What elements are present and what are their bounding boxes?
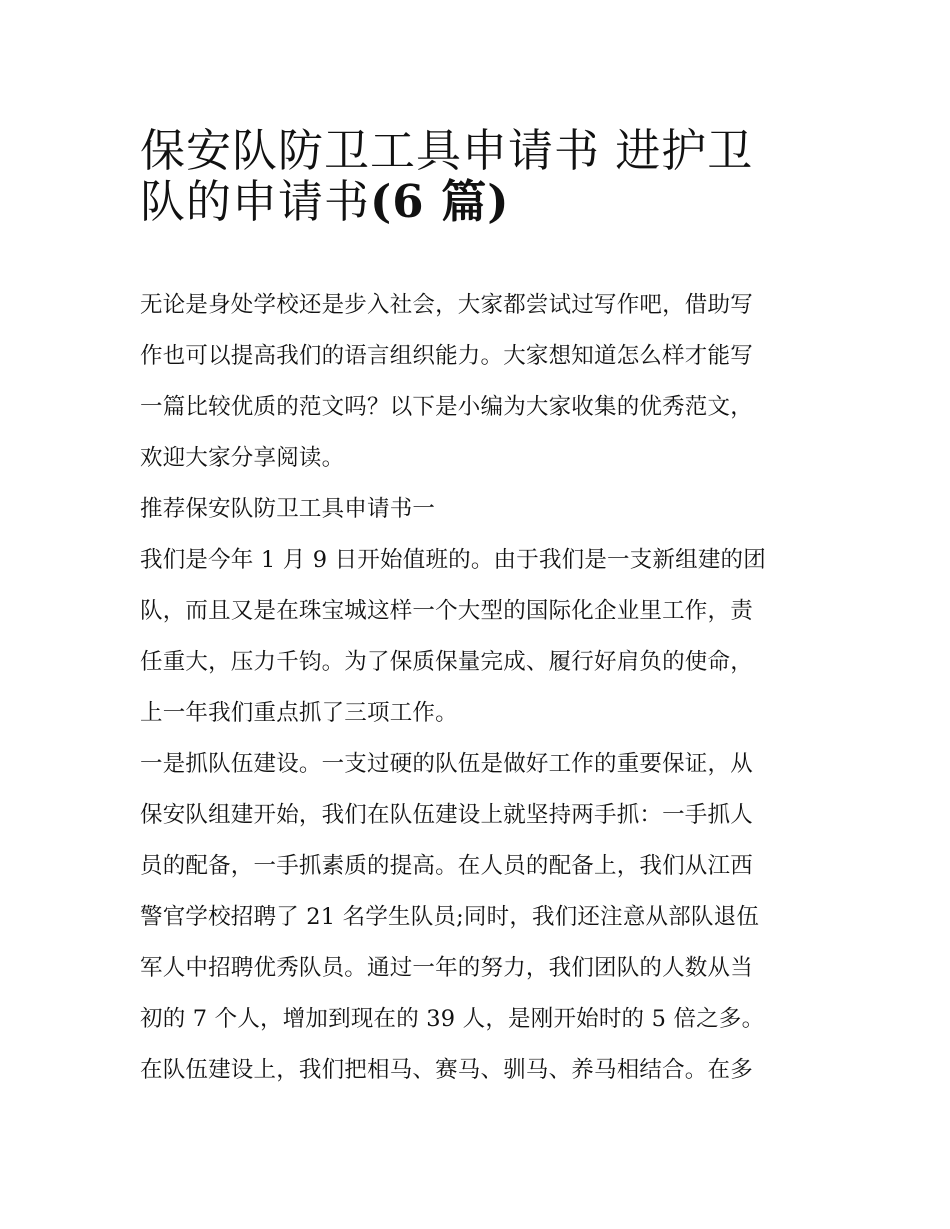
section-heading	[140, 484, 815, 535]
title-line-1: 保安队防卫工具申请书 进护卫	[140, 124, 754, 177]
text-line: 员的配备，一手抓素质的提高。在人员的配备上，我们从江西	[140, 853, 753, 879]
text-line: 一篇比较优质的范文吗？以下是小编为大家收集的优秀范文，	[140, 394, 753, 420]
body-paragraph-2	[140, 739, 815, 1045]
text-line: 欢迎大家分享阅读。	[140, 445, 345, 471]
text-line: 任重大，压力千钧。为了保质保量完成、履行好肩负的使命，	[140, 649, 753, 675]
section-heading-text: 推荐保安队防卫工具申请书一	[140, 496, 436, 522]
body-paragraph-1	[140, 535, 815, 739]
title-line-2-text: 队的申请书	[140, 175, 371, 228]
text-line: 作也可以提高我们的语言组织能力。大家想知道怎么样才能写	[140, 343, 753, 369]
text-line: 军人中招聘优秀队员。通过一年的努力，我们团队的人数从当	[140, 955, 753, 981]
text-line: 在队伍建设上，我们把相马、赛马、驯马、养马相结合。在多	[140, 1057, 753, 1083]
text-line: 警官学校招聘了 21 名学生队员;同时，我们还注意从部队退伍	[140, 904, 760, 930]
intro-paragraph	[140, 280, 815, 484]
document-title	[140, 112, 820, 228]
body-paragraph-3	[140, 1045, 815, 1096]
text-line: 队，而且又是在珠宝城这样一个大型的国际化企业里工作，责	[140, 598, 753, 624]
text-line: 无论是身处学校还是步入社会，大家都尝试过写作吧，借助写	[140, 292, 753, 318]
title-count: (6 篇)	[370, 175, 510, 228]
text-line: 上一年我们重点抓了三项工作。	[140, 700, 458, 726]
text-line: 一是抓队伍建设。一支过硬的队伍是做好工作的重要保证，从	[140, 751, 753, 777]
text-line: 保安队组建开始，我们在队伍建设上就坚持两手抓：一手抓人	[140, 802, 753, 828]
text-line: 我们是今年 1 月 9 日开始值班的。由于我们是一支新组建的团	[140, 547, 766, 573]
text-line: 初的 7 个人，增加到现在的 39 人，是刚开始时的 5 倍之多。	[140, 1006, 765, 1032]
document-body	[140, 280, 815, 1096]
